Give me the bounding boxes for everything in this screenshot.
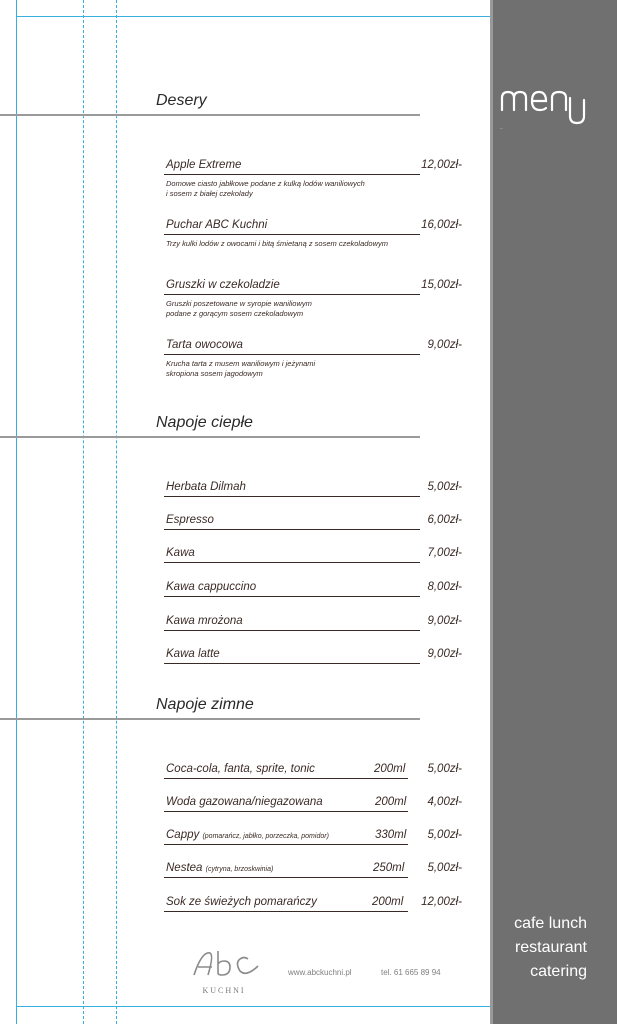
phone-number: tel. 61 665 89 94 [381, 968, 441, 977]
menu-item-line [164, 877, 408, 878]
menu-item-desc [166, 179, 416, 199]
menu-item-price: 7,00zł- [427, 547, 462, 559]
menu-item-price: 9,00zł- [427, 615, 462, 627]
section-title-desery: Desery [156, 92, 207, 109]
menu-item-line [164, 529, 420, 530]
menu-item-name: Apple Extreme [166, 159, 242, 171]
desc-line: Gruszki poszetowane w syropie waniliowym [166, 299, 312, 308]
item-name-text: Woda gazowana/niegazowana [166, 796, 323, 808]
menu-item-volume: 330ml [375, 829, 407, 841]
menu-item-line [164, 663, 420, 664]
menu-item-line [164, 354, 420, 355]
tagline-line: restaurant [514, 939, 587, 956]
menu-item-price: 5,00zł- [427, 763, 462, 775]
menu-item-name: Herbata Dilmah [166, 481, 246, 493]
menu-item-name [166, 796, 323, 808]
menu-item-desc [166, 299, 416, 319]
menu-item-volume: 200ml [374, 763, 406, 775]
sidebar [493, 0, 617, 1024]
tagline [514, 912, 587, 984]
menu-item-name: Gruszki w czekoladzie [166, 279, 280, 291]
menu-item-line [164, 294, 420, 295]
menu-item-price: 5,00zł- [427, 481, 462, 493]
menu-item-price: 5,00zł- [427, 829, 462, 841]
menu-item-name [166, 862, 273, 874]
guide-line [16, 0, 17, 1024]
menu-item-name [166, 896, 317, 908]
menu-item-volume: 250ml [373, 862, 405, 874]
menu-item-line [164, 811, 408, 812]
menu-item-price: 9,00zł- [427, 648, 462, 660]
guide-line [83, 0, 84, 1024]
desc-line: podane z gorącym sosem czekoladowym [166, 309, 304, 318]
menu-item-price: 16,00zł- [421, 219, 462, 231]
menu-item-name: Kawa [166, 547, 195, 559]
item-name-text: Sok ze świeżych pomarańczy [166, 896, 317, 908]
menu-item-line [164, 596, 420, 597]
menu-item-name: Espresso [166, 514, 214, 526]
logo-text: Abc [188, 980, 190, 981]
desc-line: Trzy kulki lodów z owocami i bitą śmietaną z sosem czekoladowym [166, 239, 389, 248]
menu-item-line [164, 911, 408, 912]
desc-line: i sosem z białej czekolady [166, 189, 253, 198]
guide-line [116, 0, 117, 1024]
abc-kuchni-logo [188, 947, 260, 995]
menu-item-line [164, 174, 420, 175]
item-name-text: Coca-cola, fanta, sprite, tonic [166, 763, 315, 775]
menu-item-price: 12,00zł- [421, 159, 462, 171]
tagline-line: catering [530, 963, 587, 980]
section-title-napoje-zimne: Napoje zimne [156, 696, 254, 713]
menu-item-desc [166, 239, 416, 249]
menu-item-price: 5,00zł- [427, 862, 462, 874]
menu-item-name: Kawa cappuccino [166, 581, 257, 593]
tagline-line: cafe lunch [514, 915, 587, 932]
menu-item-line [164, 234, 420, 235]
desc-line: Domowe ciasto jabłkowe podane z kulką lodów waniliowych [166, 179, 365, 188]
website-link[interactable]: www.abckuchni.pl [288, 968, 352, 977]
logo-sub: KUCHNI [202, 986, 246, 995]
item-note: (pomarańcz, jabłko, porzeczka, pomidor) [202, 833, 329, 840]
menu-item-line [164, 496, 420, 497]
section-title-napoje-cieple: Napoje ciepłe [156, 414, 253, 431]
desc-line: Krucha tarta z musem waniliowym i jeżynami [166, 359, 316, 368]
menu-item-price: 4,00zł- [427, 796, 462, 808]
menu-word: menu [500, 129, 503, 130]
menu-item-name: Puchar ABC Kuchni [166, 219, 268, 231]
section-rule [0, 718, 420, 720]
menu-item-price: 8,00zł- [427, 581, 462, 593]
item-name-text: Cappy [166, 829, 200, 841]
section-rule [0, 114, 420, 116]
menu-item-name [166, 763, 315, 775]
menu-item-price: 9,00zł- [427, 339, 462, 351]
menu-item-price: 12,00zł- [421, 896, 462, 908]
menu-item-line [164, 844, 408, 845]
menu-item-price: 6,00zł- [427, 514, 462, 526]
menu-item-name: Kawa mrożona [166, 615, 243, 627]
menu-item-desc [166, 359, 416, 379]
menu-item-price: 15,00zł- [421, 279, 462, 291]
menu-item-name: Tarta owocowa [166, 339, 243, 351]
section-rule [0, 436, 420, 438]
menu-logo [500, 84, 590, 130]
menu-item-line [164, 630, 420, 631]
item-name-text: Nestea [166, 862, 203, 874]
menu-item-volume: 200ml [372, 896, 404, 908]
menu-item-line [164, 562, 420, 563]
logo-swash [188, 947, 260, 981]
menu-item-name: Kawa latte [166, 648, 220, 660]
menu-item-name [166, 829, 329, 841]
item-note: (cytryna, brzoskwinia) [205, 866, 274, 873]
desc-line: skropiona sosem jagodowym [166, 369, 263, 378]
menu-item-volume: 200ml [375, 796, 407, 808]
menu-item-line [164, 778, 408, 779]
